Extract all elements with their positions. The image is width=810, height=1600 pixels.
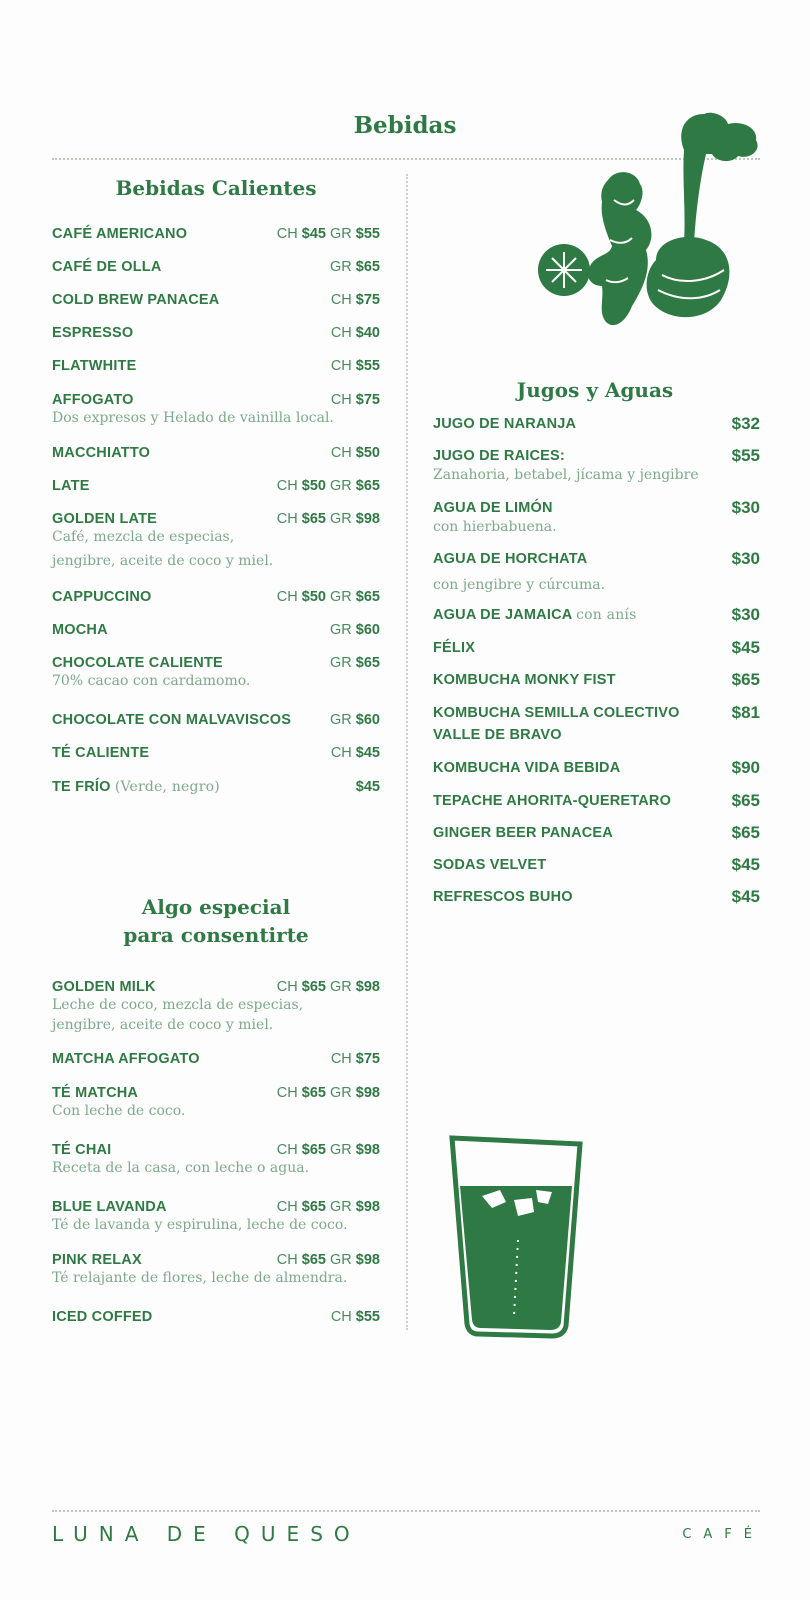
price-gr: $98 (355, 1142, 380, 1158)
price-ch: $75 (355, 292, 380, 308)
menu-item (52, 979, 380, 1035)
item-description: Leche de coco, mezcla de especias, (52, 997, 304, 1013)
price-ch: $45 (301, 226, 326, 242)
item-price (356, 779, 380, 795)
item-name: TE FRÍO (Verde, negro) (52, 779, 220, 795)
price-ch: $75 (355, 1051, 380, 1067)
price-gr: $98 (355, 1252, 380, 1268)
size-label-ch: CH (276, 1252, 302, 1268)
item-price: $55 (731, 446, 760, 465)
brand-tag: CAFÉ (682, 1527, 764, 1542)
item-name-line2: VALLE DE BRAVO (433, 727, 562, 743)
item-name: AFFOGATO (52, 392, 134, 408)
size-label-gr: GR (330, 1142, 356, 1158)
item-name: AGUA DE JAMAICA con anís (433, 607, 637, 623)
menu-item (433, 889, 760, 905)
item-name: MACCHIATTO (52, 445, 151, 461)
size-label-gr: GR (330, 226, 356, 242)
price-ch: $65 (301, 1252, 326, 1268)
size-label-ch: CH (330, 1051, 356, 1067)
item-price (277, 589, 380, 605)
size-label-gr: GR (330, 259, 356, 275)
size-label-ch: CH (276, 511, 302, 527)
size-label-ch: CH (276, 1199, 302, 1215)
item-price (330, 259, 380, 275)
item-description: Receta de la casa, con leche o agua. (52, 1160, 310, 1176)
size-label-ch: CH (330, 358, 356, 374)
size-label-ch: CH (276, 226, 302, 242)
item-name: JUGO DE RAICES: (433, 448, 565, 464)
price-gr: $65 (355, 259, 380, 275)
item-price: $65 (731, 670, 760, 689)
item-name: FLATWHITE (52, 358, 137, 374)
menu-item (52, 712, 380, 728)
item-price (331, 745, 380, 761)
section-title-calientes: Bebidas Calientes (115, 176, 317, 200)
menu-item (433, 672, 760, 688)
menu-item (52, 259, 380, 275)
menu-item (52, 226, 380, 242)
size-label-ch: CH (330, 325, 356, 341)
item-description: Con leche de coco. (52, 1103, 186, 1119)
price-gr: $98 (355, 979, 380, 995)
section-title-especial (52, 893, 380, 949)
menu-item (52, 1309, 380, 1325)
menu-item (52, 1085, 380, 1121)
menu-item (433, 448, 760, 485)
item-price: $65 (731, 791, 760, 810)
especial-title-line2: para consentirte (123, 923, 309, 947)
menu-item (52, 1051, 380, 1067)
price-ch: $55 (355, 1309, 380, 1325)
price-gr: $98 (355, 1199, 380, 1215)
item-description: jengibre, aceite de coco y miel. (52, 1017, 274, 1033)
menu-item (433, 760, 760, 776)
menu-item (52, 1142, 380, 1178)
item-price (277, 478, 380, 494)
size-label-gr: GR (330, 622, 356, 638)
item-price (331, 358, 380, 374)
item-name: MATCHA AFFOGATO (52, 1051, 200, 1067)
item-price (330, 712, 380, 728)
item-price (277, 979, 380, 995)
item-description: 70% cacao con cardamomo. (52, 673, 251, 689)
item-price (277, 1142, 380, 1158)
item-description: con jengibre y cúrcuma. (433, 577, 606, 593)
item-price (331, 445, 380, 461)
price-gr: $65 (355, 478, 380, 494)
price-gr: $60 (355, 712, 380, 728)
price-gr: $65 (355, 655, 380, 671)
price-ch: $65 (301, 1085, 326, 1101)
item-name: CAFÉ AMERICANO (52, 226, 188, 242)
menu-item (52, 1252, 380, 1288)
page-title: Bebidas (353, 112, 457, 139)
item-name: FÉLIX (433, 640, 476, 656)
size-label-ch: CH (330, 745, 356, 761)
especial-title-line1: Algo especial (141, 895, 291, 919)
size-label-ch: CH (276, 478, 302, 494)
menu-item (433, 416, 760, 432)
item-description: Dos expresos y Helado de vainilla local. (52, 410, 334, 426)
menu-item (433, 551, 760, 595)
size-label-ch: CH (330, 1309, 356, 1325)
item-description: Té de lavanda y espirulina, leche de coco. (52, 1217, 348, 1233)
item-price (331, 1309, 380, 1325)
price-ch: $75 (355, 392, 380, 408)
price-ch: $65 (301, 511, 326, 527)
menu-item (52, 511, 380, 571)
menu-item (52, 478, 380, 494)
price-ch: $45 (355, 745, 380, 761)
size-label-gr: GR (330, 979, 356, 995)
item-name: REFRESCOS BUHO (433, 889, 573, 905)
item-price (330, 622, 380, 638)
item-description: Café, mezcla de especias, (52, 529, 235, 545)
item-price: $45 (731, 855, 760, 874)
price-ch: $65 (301, 979, 326, 995)
menu-item (433, 500, 760, 537)
item-name: JUGO DE NARANJA (433, 416, 577, 432)
item-name: CAFÉ DE OLLA (52, 259, 162, 275)
item-price (277, 1199, 380, 1215)
item-name: GOLDEN MILK (52, 979, 156, 995)
size-label-ch: CH (276, 1085, 302, 1101)
item-name: PINK RELAX (52, 1252, 142, 1268)
item-name: TEPACHE AHORITA-QUERETARO (433, 793, 672, 809)
brand-name: LUNA DE QUESO (52, 1522, 361, 1546)
bottom-divider (52, 1510, 760, 1512)
item-name: ICED COFFED (52, 1309, 153, 1325)
menu-item (52, 589, 380, 605)
menu-item (52, 292, 380, 308)
size-label-gr: GR (330, 511, 356, 527)
item-price (331, 1051, 380, 1067)
item-price: $32 (731, 414, 760, 433)
menu-item (433, 825, 760, 841)
size-label-gr: GR (330, 712, 356, 728)
item-price: $30 (731, 549, 760, 568)
item-name: TÉ CALIENTE (52, 745, 150, 761)
menu-item (52, 392, 380, 428)
item-name: SODAS VELVET (433, 857, 547, 873)
price-ch: $50 (301, 478, 326, 494)
item-description: Té relajante de flores, leche de almendra. (52, 1270, 348, 1286)
item-name: KOMBUCHA VIDA BEBIDA (433, 760, 621, 776)
size-label-ch: CH (276, 589, 302, 605)
item-name: AGUA DE LIMÓN (433, 500, 553, 516)
size-label-gr: GR (330, 1252, 356, 1268)
menu-item (52, 655, 380, 691)
item-price (331, 392, 380, 408)
item-description: Zanahoria, betabel, jícama y jengibre (433, 467, 699, 483)
menu-item (433, 857, 760, 873)
menu-item (52, 779, 380, 795)
price-gr: $98 (355, 1085, 380, 1101)
item-name: GINGER BEER PANACEA (433, 825, 613, 841)
column-divider (406, 174, 408, 1330)
menu-item (52, 745, 380, 761)
menu-item (433, 640, 760, 656)
item-price: $90 (731, 758, 760, 777)
item-name: TÉ MATCHA (52, 1085, 139, 1101)
item-inline-description: (Verde, negro) (114, 779, 220, 795)
menu-item (433, 705, 760, 743)
item-price: $30 (731, 605, 760, 624)
price-ch: $50 (301, 589, 326, 605)
item-price (330, 655, 380, 671)
item-price (277, 1085, 380, 1101)
price-gr: $55 (355, 226, 380, 242)
item-name: COLD BREW PANACEA (52, 292, 220, 308)
price-gr: $60 (355, 622, 380, 638)
size-label-gr: GR (330, 655, 356, 671)
size-label-ch: CH (330, 392, 356, 408)
price-ch: $40 (355, 325, 380, 341)
item-name: CHOCOLATE CON MALVAVISCOS (52, 712, 292, 728)
item-name: AGUA DE HORCHATA (433, 551, 588, 567)
price-gr: $98 (355, 511, 380, 527)
price-ch: $50 (355, 445, 380, 461)
iced-drink-glass-illustration (448, 1130, 584, 1340)
item-price (277, 1252, 380, 1268)
item-price (277, 226, 380, 242)
item-price (331, 325, 380, 341)
menu-item (52, 358, 380, 374)
item-name: KOMBUCHA SEMILLA COLECTIVO (433, 705, 680, 721)
menu-item (52, 622, 380, 638)
price-single: $45 (355, 779, 380, 795)
item-name: GOLDEN LATE (52, 511, 158, 527)
item-description: jengibre, aceite de coco y miel. (52, 553, 274, 569)
size-label-gr: GR (330, 1085, 356, 1101)
size-label-ch: CH (330, 445, 356, 461)
size-label-gr: GR (330, 589, 356, 605)
item-name: BLUE LAVANDA (52, 1199, 167, 1215)
size-label-gr: GR (330, 1199, 356, 1215)
item-price: $81 (731, 703, 760, 722)
price-ch: $65 (301, 1199, 326, 1215)
item-price (331, 292, 380, 308)
item-price (277, 511, 380, 527)
size-label-ch: CH (276, 979, 302, 995)
item-description: con hierbabuena. (433, 519, 557, 535)
item-price: $45 (731, 638, 760, 657)
vegetables-illustration (536, 110, 764, 338)
item-name: CAPPUCCINO (52, 589, 152, 605)
price-ch: $65 (301, 1142, 326, 1158)
menu-item (52, 445, 380, 461)
menu-item (52, 325, 380, 341)
menu-item (433, 793, 760, 809)
item-name: KOMBUCHA MONKY FIST (433, 672, 616, 688)
item-inline-description: con anís (576, 607, 637, 623)
size-label-ch: CH (276, 1142, 302, 1158)
size-label-gr: GR (330, 478, 356, 494)
item-name: LATE (52, 478, 90, 494)
item-name: ESPRESSO (52, 325, 134, 341)
item-price: $30 (731, 498, 760, 517)
item-name: CHOCOLATE CALIENTE (52, 655, 223, 671)
price-gr: $65 (355, 589, 380, 605)
item-name: TÉ CHAI (52, 1142, 112, 1158)
item-name: MOCHA (52, 622, 108, 638)
menu-item (52, 1199, 380, 1235)
price-ch: $55 (355, 358, 380, 374)
size-label-ch: CH (330, 292, 356, 308)
item-price: $45 (731, 887, 760, 906)
menu-item (433, 607, 760, 623)
item-price: $65 (731, 823, 760, 842)
section-title-jugos: Jugos y Aguas (516, 378, 674, 402)
